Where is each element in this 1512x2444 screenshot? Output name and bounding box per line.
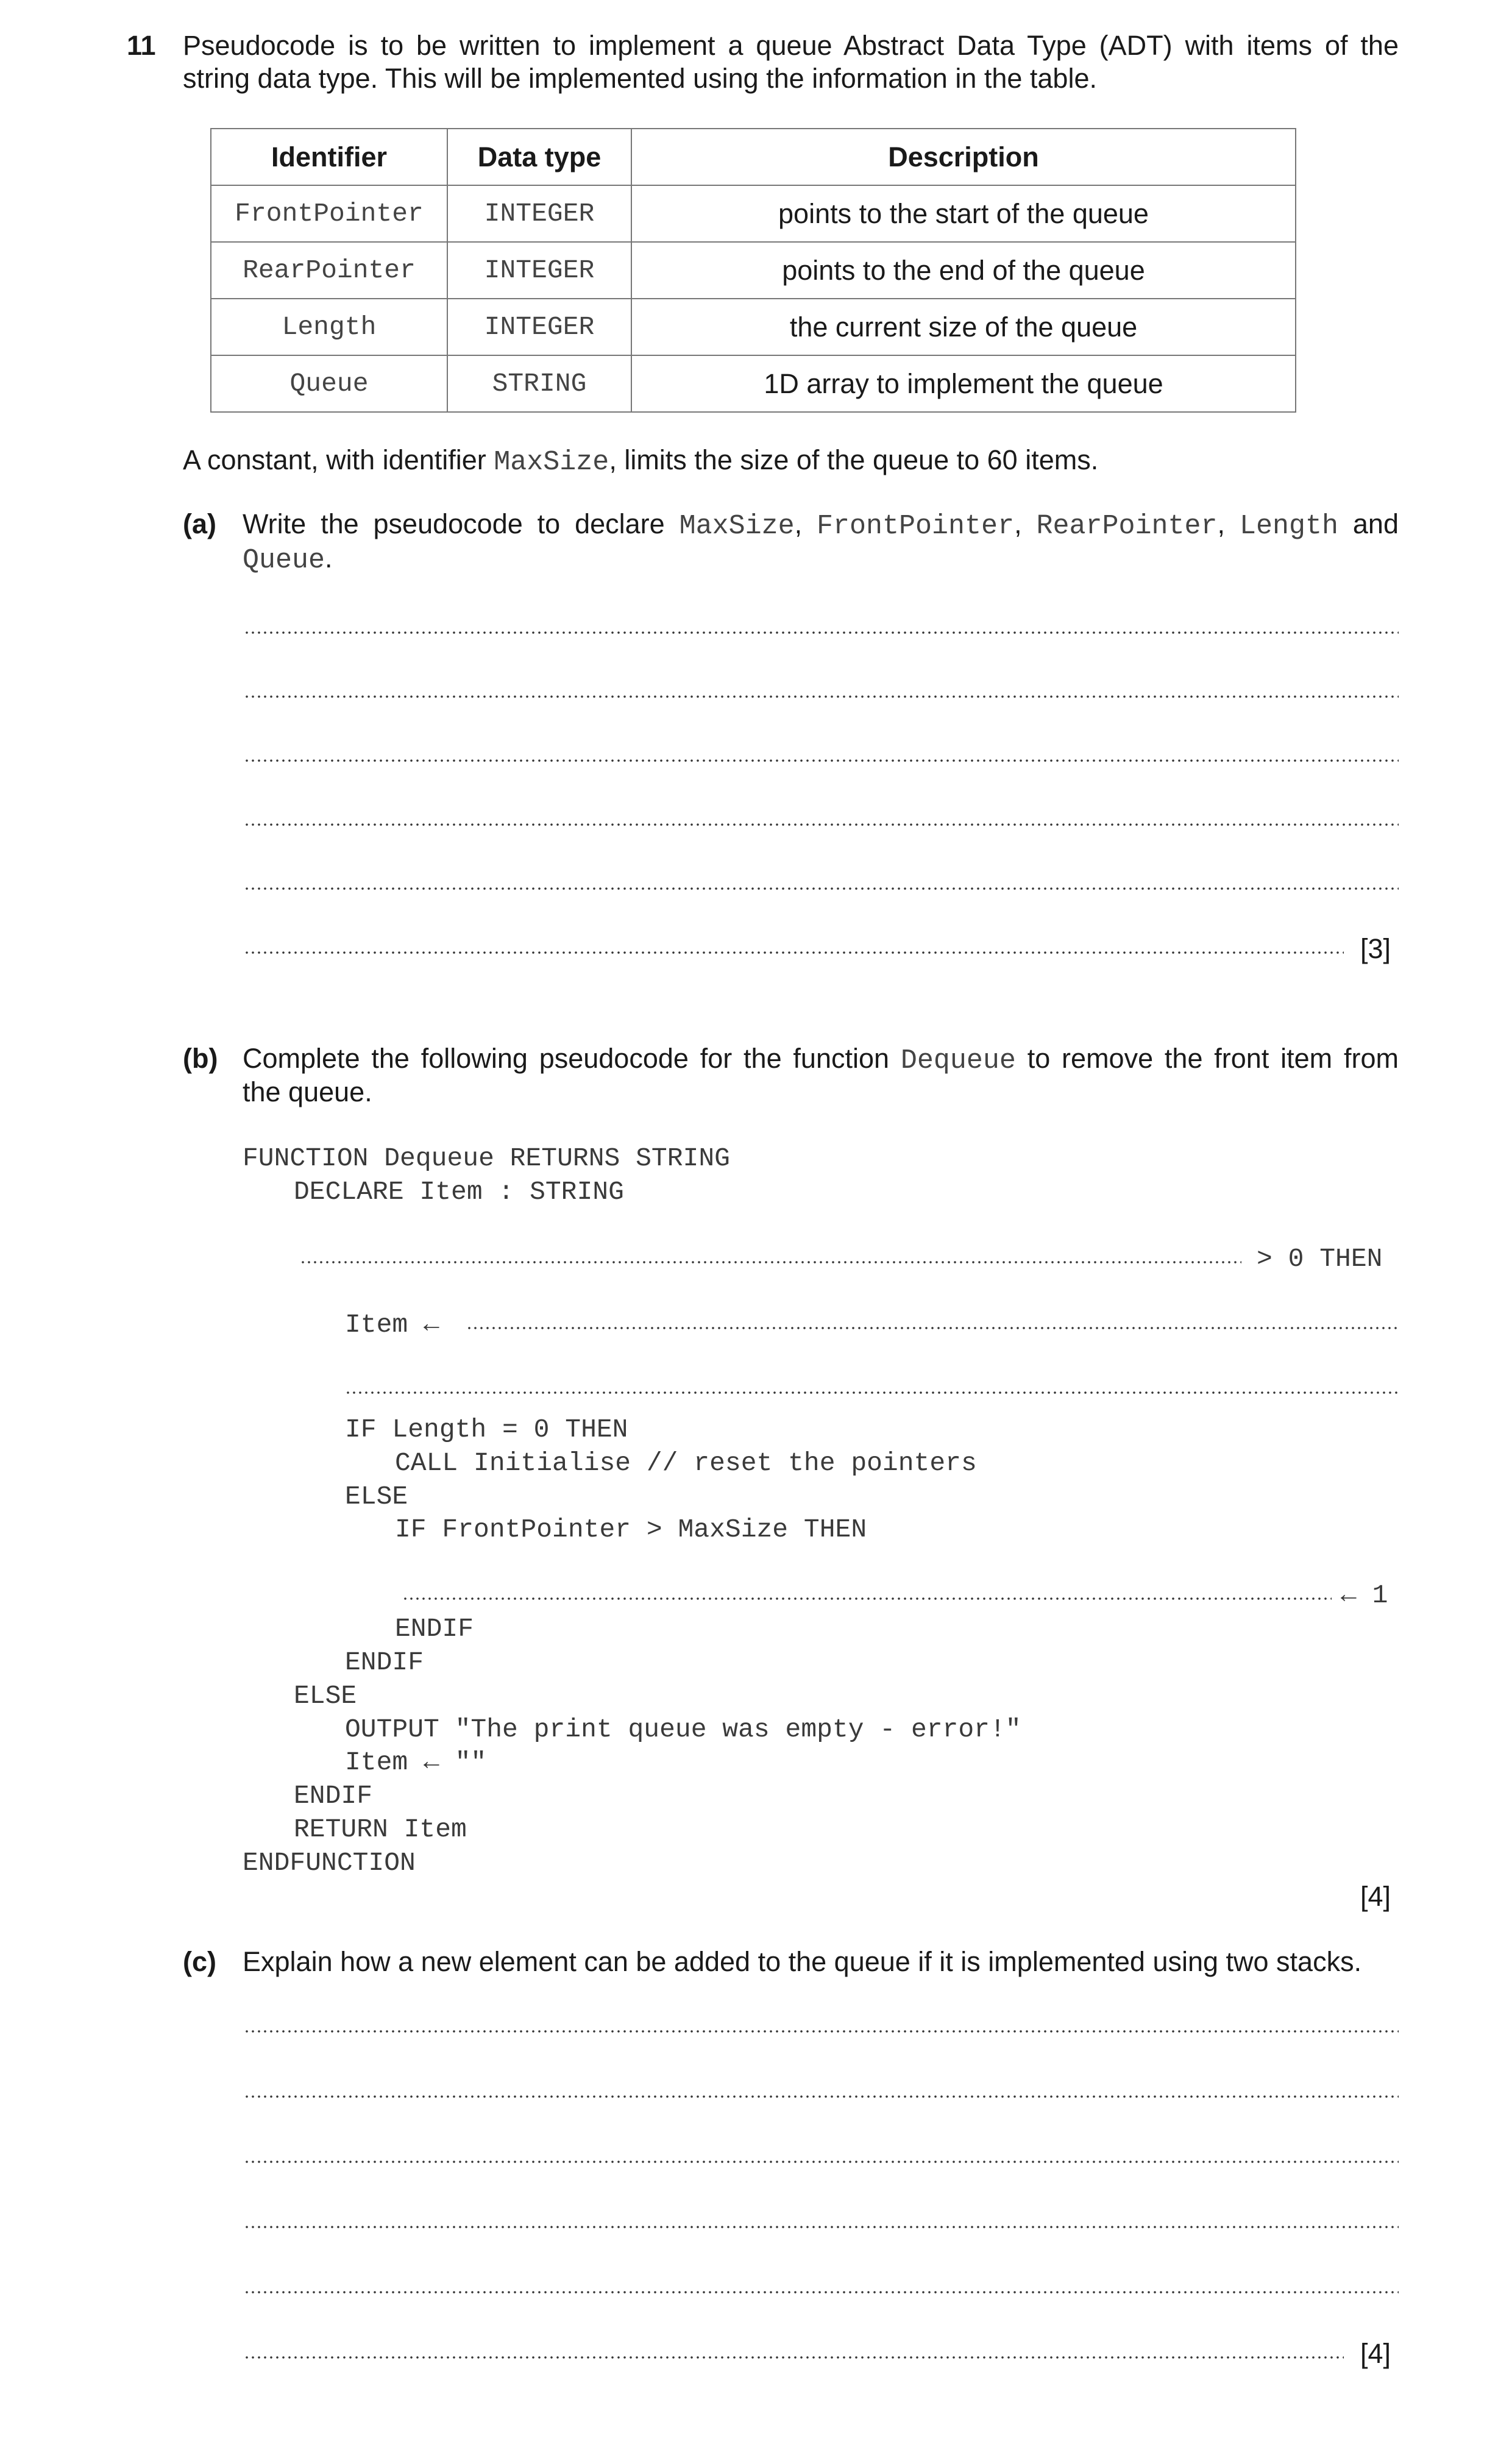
part-c-question: Explain how a new element can be added to the queue if it is implemented using two stacks.: [243, 1946, 1362, 1977]
table-row: [211, 242, 1296, 299]
part-a-text: Write the pseudocode to declare: [243, 508, 680, 539]
code-line: > 0 THEN: [1257, 1244, 1383, 1274]
table-cell: STRING: [447, 355, 631, 412]
answer-line[interactable]: [244, 951, 1344, 954]
table-cell: the current size of the queue: [631, 299, 1296, 355]
code-line: ELSE: [294, 1681, 357, 1711]
function-name: Dequeue: [900, 1045, 1016, 1076]
answer-line[interactable]: [244, 759, 1399, 762]
part-a-question: [243, 508, 1399, 543]
table-row: [211, 185, 1296, 242]
code-line: CALL Initialise // reset the pointers: [395, 1448, 977, 1478]
identifier: FrontPointer: [817, 511, 1015, 542]
code-line: Item ← "": [345, 1747, 487, 1777]
table-cell: Length: [211, 299, 447, 355]
constant-identifier: MaxSize: [494, 447, 609, 478]
table-row: [211, 355, 1296, 412]
identifier: Queue: [243, 545, 325, 576]
part-b-label: (b): [183, 1043, 218, 1074]
part-a-label: (a): [183, 508, 216, 539]
answer-line[interactable]: [244, 695, 1399, 698]
table-cell: 1D array to implement the queue: [631, 355, 1296, 412]
stem-line-2: string data type. This will be implemented using the information in the table.: [183, 63, 1097, 94]
separator: ,: [1217, 508, 1240, 539]
code-line: FUNCTION Dequeue RETURNS STRING: [243, 1143, 730, 1173]
code-gap[interactable]: [345, 1391, 1399, 1394]
part-a-question-line2: [243, 542, 333, 577]
code-line: OUTPUT "The print queue was empty - error!": [345, 1714, 1021, 1744]
code-line: ← 1: [1341, 1580, 1388, 1610]
identifier: RearPointer: [1036, 511, 1218, 542]
part-b-question-line2: the queue.: [243, 1076, 372, 1107]
answer-line[interactable]: [244, 2225, 1399, 2229]
table-cell: RearPointer: [211, 242, 447, 299]
code-line: ENDIF: [345, 1647, 424, 1677]
answer-line[interactable]: [244, 2095, 1399, 2098]
answer-line[interactable]: [244, 887, 1399, 890]
code-line: IF Length = 0 THEN: [345, 1415, 628, 1444]
answer-line[interactable]: [244, 2160, 1399, 2164]
identifier-table: [210, 128, 1296, 413]
code-line: ENDIF: [395, 1614, 474, 1644]
code-line: ENDIF: [294, 1781, 373, 1811]
table-cell: INTEGER: [447, 299, 631, 355]
code-gap[interactable]: [402, 1597, 1332, 1600]
code-gap[interactable]: [300, 1260, 1241, 1264]
table-header: Description: [631, 129, 1296, 185]
table-header: Data type: [447, 129, 631, 185]
table-header: Identifier: [211, 129, 447, 185]
table-row: [211, 299, 1296, 355]
mark-allocation: [4]: [1360, 2338, 1391, 2369]
table-cell: Queue: [211, 355, 447, 412]
constant-note-text: A constant, with identifier: [183, 444, 494, 475]
table-cell: points to the end of the queue: [631, 242, 1296, 299]
mark-allocation: [3]: [1360, 933, 1391, 964]
part-c-label: (c): [183, 1946, 216, 1977]
stem-line-1: Pseudocode is to be written to implement a queue Abstract Data Type (ADT) with items of the: [183, 30, 1399, 61]
table-cell: points to the start of the queue: [631, 185, 1296, 242]
answer-line[interactable]: [244, 631, 1399, 634]
question-stem: [183, 29, 1399, 95]
answer-line[interactable]: [244, 2030, 1399, 2033]
code-line: Item ←: [345, 1310, 439, 1340]
part-b-question: [243, 1042, 1399, 1078]
part-b-text: Complete the following pseudocode for the function: [243, 1043, 901, 1074]
code-gap[interactable]: [466, 1326, 1399, 1330]
table-cell: INTEGER: [447, 185, 631, 242]
identifier: MaxSize: [679, 511, 795, 542]
question-number: 11: [127, 30, 156, 61]
constant-note: [183, 444, 1098, 479]
answer-line[interactable]: [244, 2356, 1344, 2359]
separator: ,: [794, 508, 817, 539]
separator: and: [1338, 508, 1399, 539]
code-line: ELSE: [345, 1482, 408, 1512]
answer-line[interactable]: [244, 823, 1399, 826]
identifier: Length: [1239, 511, 1338, 542]
answer-line[interactable]: [244, 2290, 1399, 2294]
table-header-row: [211, 129, 1296, 185]
code-line: DECLARE Item : STRING: [294, 1177, 624, 1207]
code-line: IF FrontPointer > MaxSize THEN: [395, 1515, 867, 1544]
separator: ,: [1014, 508, 1037, 539]
code-line: RETURN Item: [294, 1814, 467, 1844]
part-b-text: to remove the front item from: [1015, 1043, 1399, 1074]
code-line: ENDFUNCTION: [243, 1848, 416, 1878]
period: .: [325, 542, 333, 574]
table-cell: INTEGER: [447, 242, 631, 299]
mark-allocation: [4]: [1360, 1881, 1391, 1912]
table-cell: FrontPointer: [211, 185, 447, 242]
constant-note-text: , limits the size of the queue to 60 items.: [609, 444, 1099, 475]
